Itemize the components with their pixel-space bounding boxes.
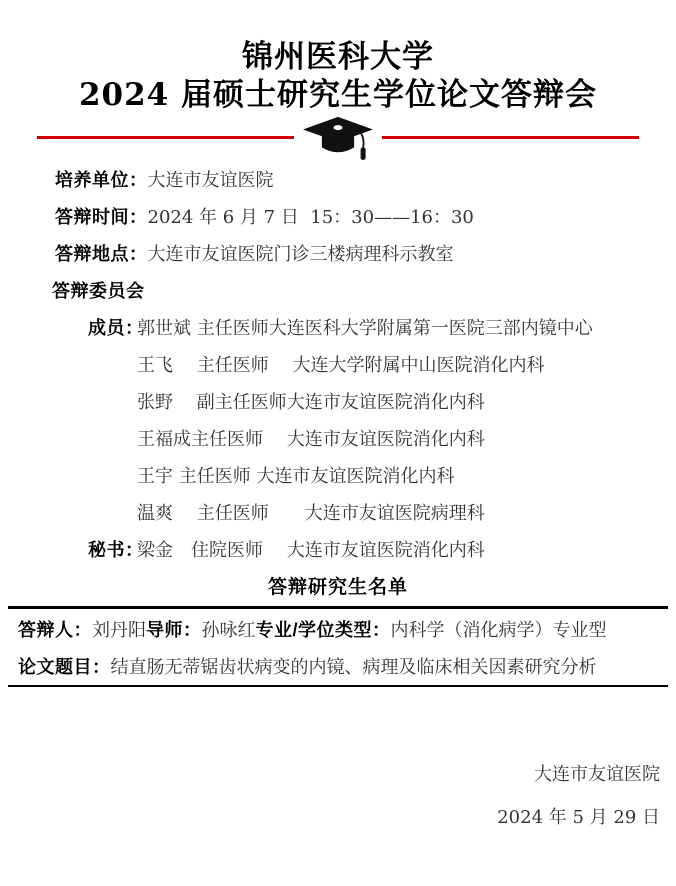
roster-heading-row [0, 567, 676, 604]
committee-member-row [0, 493, 676, 530]
committee-member-row [0, 382, 676, 419]
member-entry: 郭世斌 主任医师大连医科大学附属第一医院三部内镜中心 [137, 317, 593, 339]
member-entry: 王宇 主任医师 大连市友谊医院消化内科 [137, 465, 455, 487]
defense-location-value: 大连市友谊医院门诊三楼病理科示教室 [147, 243, 454, 265]
member-entry: 王福成主任医师 大连市友谊医院消化内科 [137, 428, 485, 450]
secretary-entry: 梁金 住院医师 大连市友谊医院消化内科 [137, 539, 485, 561]
body-block [0, 160, 676, 687]
member-entry: 王飞 主任医师 大连大学附属中山医院消化内科 [137, 354, 545, 376]
supervisor-label: 导师： [146, 619, 202, 640]
graduation-cap-icon [300, 116, 376, 168]
member-entry: 温爽 主任医师 大连市友谊医院病理科 [137, 502, 485, 524]
title-divider [37, 116, 639, 158]
defense-location-label: 答辩地点： [55, 243, 148, 264]
degree-type-value: 内科学（消化病学）专业型 [390, 619, 607, 641]
member-entry: 张野 副主任医师大连市友谊医院消化内科 [137, 391, 485, 413]
info-row-defense-time [0, 197, 676, 234]
supervisor-value: 孙咏红 [201, 619, 256, 641]
members-label: 成员： [88, 317, 144, 338]
footer-block [497, 753, 660, 839]
roster-heading-label: 答辩研究生名单 [267, 577, 408, 598]
event-title: 2024 届硕士研究生学位论文答辩会 [78, 77, 598, 113]
committee-member-row [0, 345, 676, 382]
secretary-label: 秘书： [88, 539, 144, 560]
candidate-label: 答辩人： [18, 619, 92, 640]
defense-time-label: 答辩时间： [55, 206, 148, 227]
divider-line-left [37, 136, 294, 139]
thesis-title-value: 结直肠无蒂锯齿状病变的内镜、病理及临床相关因素研究分析 [110, 656, 597, 678]
training-unit-value: 大连市友谊医院 [147, 169, 274, 191]
divider-line-right [382, 136, 639, 139]
thesis-title-label: 论文题目： [18, 656, 111, 677]
training-unit-label: 培养单位： [55, 169, 148, 190]
roster-row-candidate [8, 610, 668, 647]
university-title: 锦州医科大学 [242, 39, 434, 75]
roster-table [8, 606, 668, 687]
defense-time-value: 2024 年 6 月 7 日 15：30——16：30 [147, 206, 474, 228]
degree-type-label: 专业/学位类型： [255, 619, 391, 640]
roster-row-thesis [8, 647, 668, 684]
title-block [0, 0, 676, 114]
footer-date: 2024 年 5 月 29 日 [497, 807, 660, 828]
committee-heading-label: 答辩委员会 [52, 280, 145, 301]
info-row-defense-location [0, 234, 676, 271]
candidate-value: 刘丹阳 [92, 619, 146, 641]
committee-member-row [0, 456, 676, 493]
footer-organization: 大连市友谊医院 [534, 764, 660, 785]
committee-member-row [0, 419, 676, 456]
committee-member-row [0, 308, 676, 345]
committee-secretary-row [0, 530, 676, 567]
committee-heading [0, 271, 676, 308]
